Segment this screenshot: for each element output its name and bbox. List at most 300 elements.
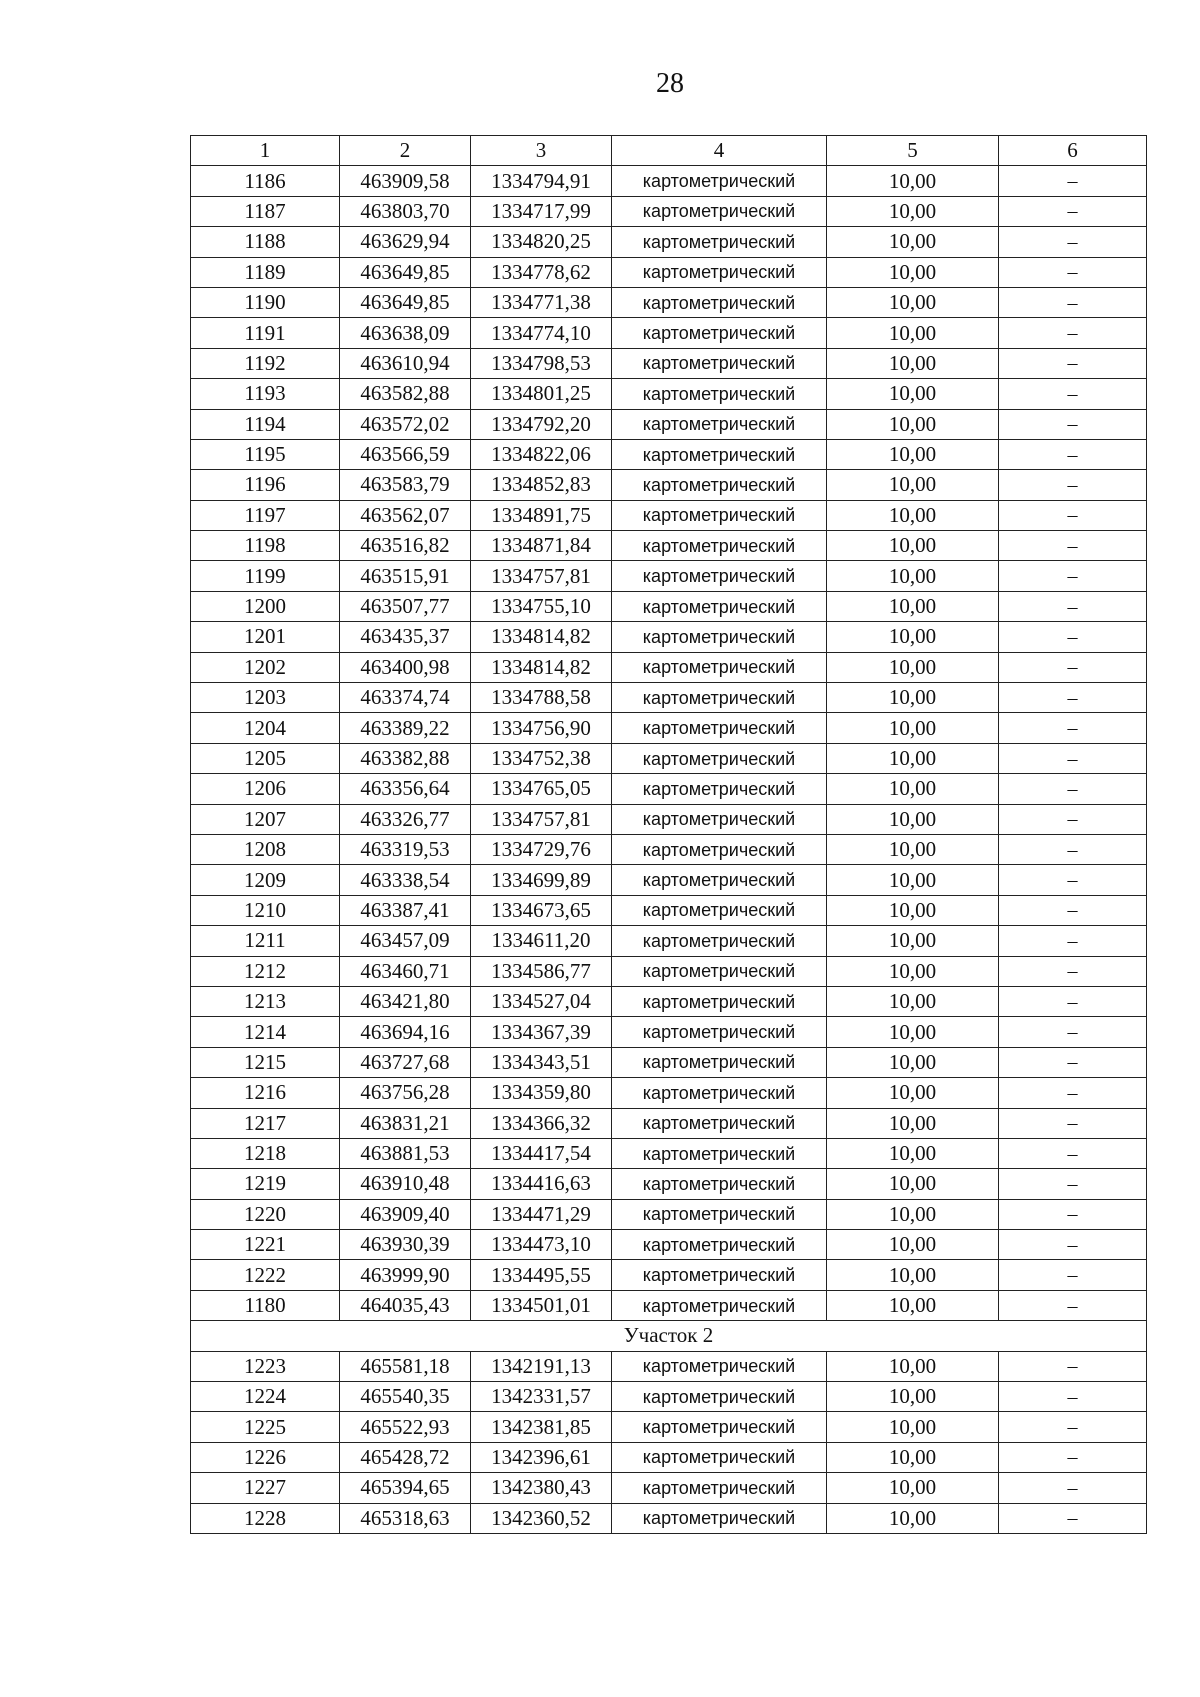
- table-cell: –: [999, 348, 1147, 378]
- table-cell: картометрический: [612, 804, 827, 834]
- table-cell: картометрический: [612, 1047, 827, 1077]
- table-cell: 10,00: [827, 683, 999, 713]
- table-cell: 1334495,55: [471, 1260, 612, 1290]
- table-cell: 1201: [191, 622, 340, 652]
- table-cell: 463999,90: [340, 1260, 471, 1290]
- table-row: [191, 257, 1147, 287]
- table-cell: 463515,91: [340, 561, 471, 591]
- table-cell: картометрический: [612, 1412, 827, 1442]
- table-cell: 1224: [191, 1382, 340, 1412]
- table-cell: 1217: [191, 1108, 340, 1138]
- table-cell: 463400,98: [340, 652, 471, 682]
- table-cell: 1334757,81: [471, 561, 612, 591]
- table-cell: картометрический: [612, 166, 827, 196]
- table-cell: 465394,65: [340, 1473, 471, 1503]
- table-cell: 10,00: [827, 743, 999, 773]
- table-cell: 1215: [191, 1047, 340, 1077]
- table-row: [191, 1442, 1147, 1472]
- table-cell: –: [999, 257, 1147, 287]
- table-cell: 463572,02: [340, 409, 471, 439]
- table-cell: картометрический: [612, 561, 827, 591]
- table-cell: картометрический: [612, 1108, 827, 1138]
- table-cell: 1334814,82: [471, 652, 612, 682]
- table-cell: 1212: [191, 956, 340, 986]
- table-cell: 463909,58: [340, 166, 471, 196]
- table-cell: 10,00: [827, 531, 999, 561]
- table-cell: 10,00: [827, 591, 999, 621]
- table-cell: 1226: [191, 1442, 340, 1472]
- table-cell: 1334891,75: [471, 500, 612, 530]
- table-cell: картометрический: [612, 1199, 827, 1229]
- table-cell: 10,00: [827, 956, 999, 986]
- table-cell: картометрический: [612, 500, 827, 530]
- table-cell: 465428,72: [340, 1442, 471, 1472]
- table-cell: 463649,85: [340, 287, 471, 317]
- table-cell: картометрический: [612, 1230, 827, 1260]
- table-cell: 1342380,43: [471, 1473, 612, 1503]
- table-cell: картометрический: [612, 379, 827, 409]
- table-cell: –: [999, 622, 1147, 652]
- table-cell: 1334473,10: [471, 1230, 612, 1260]
- table-cell: 1211: [191, 926, 340, 956]
- table-cell: 1197: [191, 500, 340, 530]
- table-cell: 1342191,13: [471, 1351, 612, 1381]
- table-cell: –: [999, 1412, 1147, 1442]
- table-cell: –: [999, 166, 1147, 196]
- table-cell: картометрический: [612, 196, 827, 226]
- section-2-header: [191, 1321, 1147, 1351]
- table-cell: картометрический: [612, 1442, 827, 1472]
- table-cell: 10,00: [827, 622, 999, 652]
- table-cell: 1189: [191, 257, 340, 287]
- table-cell: 1334527,04: [471, 986, 612, 1016]
- table-row: [191, 743, 1147, 773]
- table-row: [191, 926, 1147, 956]
- table-cell: картометрический: [612, 1017, 827, 1047]
- table-cell: картометрический: [612, 591, 827, 621]
- table-cell: –: [999, 561, 1147, 591]
- table-cell: 1194: [191, 409, 340, 439]
- table-cell: 1193: [191, 379, 340, 409]
- table-cell: –: [999, 1199, 1147, 1229]
- table-cell: –: [999, 1138, 1147, 1168]
- table-cell: 1223: [191, 1351, 340, 1381]
- table-cell: 1222: [191, 1260, 340, 1290]
- table-cell: 10,00: [827, 470, 999, 500]
- table-row: [191, 470, 1147, 500]
- table-cell: 463629,94: [340, 227, 471, 257]
- table-cell: 1199: [191, 561, 340, 591]
- table-cell: картометрический: [612, 1260, 827, 1290]
- table-cell: –: [999, 470, 1147, 500]
- table-cell: 1196: [191, 470, 340, 500]
- table-cell: 1334717,99: [471, 196, 612, 226]
- table-cell: 1342381,85: [471, 1412, 612, 1442]
- table-cell: 463881,53: [340, 1138, 471, 1168]
- table-row: [191, 166, 1147, 196]
- table-cell: 463583,79: [340, 470, 471, 500]
- table-cell: картометрический: [612, 1169, 827, 1199]
- table-cell: –: [999, 1230, 1147, 1260]
- table-cell: –: [999, 834, 1147, 864]
- table-cell: 465318,63: [340, 1503, 471, 1533]
- table-cell: 1334755,10: [471, 591, 612, 621]
- table-cell: картометрический: [612, 743, 827, 773]
- table-cell: 1221: [191, 1230, 340, 1260]
- table-cell: 1218: [191, 1138, 340, 1168]
- table-cell: –: [999, 1473, 1147, 1503]
- table-cell: картометрический: [612, 956, 827, 986]
- table-cell: 10,00: [827, 774, 999, 804]
- section-1-body: [191, 166, 1147, 1321]
- section-title-row: [191, 1321, 1147, 1351]
- table-cell: картометрический: [612, 409, 827, 439]
- table-cell: 1206: [191, 774, 340, 804]
- table-cell: 1334757,81: [471, 804, 612, 834]
- table-cell: –: [999, 683, 1147, 713]
- table-cell: 1208: [191, 834, 340, 864]
- table-cell: 10,00: [827, 409, 999, 439]
- table-cell: 1334788,58: [471, 683, 612, 713]
- table-cell: картометрический: [612, 1138, 827, 1168]
- table-cell: 463421,80: [340, 986, 471, 1016]
- table-cell: 10,00: [827, 1199, 999, 1229]
- table-cell: 1334586,77: [471, 956, 612, 986]
- table-cell: –: [999, 1442, 1147, 1472]
- table-cell: 463909,40: [340, 1199, 471, 1229]
- table-cell: 1227: [191, 1473, 340, 1503]
- table-cell: –: [999, 1017, 1147, 1047]
- table-cell: 10,00: [827, 1078, 999, 1108]
- table-cell: 10,00: [827, 1138, 999, 1168]
- table-row: [191, 683, 1147, 713]
- table-cell: 463610,94: [340, 348, 471, 378]
- table-row: [191, 1230, 1147, 1260]
- table-cell: –: [999, 1382, 1147, 1412]
- table-row: [191, 287, 1147, 317]
- table-row: [191, 895, 1147, 925]
- table-cell: 10,00: [827, 1290, 999, 1320]
- table-row: [191, 1199, 1147, 1229]
- table-cell: 1334343,51: [471, 1047, 612, 1077]
- table-cell: 464035,43: [340, 1290, 471, 1320]
- table-cell: 463930,39: [340, 1230, 471, 1260]
- table-row: [191, 1290, 1147, 1320]
- table-cell: 1334778,62: [471, 257, 612, 287]
- table-cell: 1334752,38: [471, 743, 612, 773]
- table-cell: картометрический: [612, 834, 827, 864]
- table-cell: 1198: [191, 531, 340, 561]
- table-cell: 1334792,20: [471, 409, 612, 439]
- table-cell: –: [999, 1047, 1147, 1077]
- table-cell: 10,00: [827, 227, 999, 257]
- table-cell: 10,00: [827, 379, 999, 409]
- table-cell: картометрический: [612, 348, 827, 378]
- table-row: [191, 622, 1147, 652]
- table-cell: 1334852,83: [471, 470, 612, 500]
- header-cell: 5: [827, 136, 999, 166]
- table-cell: картометрический: [612, 227, 827, 257]
- table-cell: 1202: [191, 652, 340, 682]
- table-cell: –: [999, 1260, 1147, 1290]
- table-cell: 463649,85: [340, 257, 471, 287]
- table-cell: картометрический: [612, 986, 827, 1016]
- table-cell: 10,00: [827, 865, 999, 895]
- table-cell: –: [999, 652, 1147, 682]
- table-cell: 1192: [191, 348, 340, 378]
- table-cell: 1219: [191, 1169, 340, 1199]
- table-cell: 1207: [191, 804, 340, 834]
- table-cell: 463910,48: [340, 1169, 471, 1199]
- table-cell: 1334699,89: [471, 865, 612, 895]
- table-row: [191, 439, 1147, 469]
- table-cell: 465581,18: [340, 1351, 471, 1381]
- table-cell: 1334801,25: [471, 379, 612, 409]
- table-cell: 1205: [191, 743, 340, 773]
- table-cell: 463338,54: [340, 865, 471, 895]
- table-cell: –: [999, 774, 1147, 804]
- table-row: [191, 1473, 1147, 1503]
- table-cell: картометрический: [612, 257, 827, 287]
- table-cell: 465540,35: [340, 1382, 471, 1412]
- table-cell: 1334416,63: [471, 1169, 612, 1199]
- table-row: [191, 1382, 1147, 1412]
- table-cell: –: [999, 196, 1147, 226]
- table-cell: 1188: [191, 227, 340, 257]
- table-cell: 1334822,06: [471, 439, 612, 469]
- table-cell: 1187: [191, 196, 340, 226]
- coordinates-table: [190, 135, 1147, 1534]
- table-row: [191, 409, 1147, 439]
- table-cell: 463507,77: [340, 591, 471, 621]
- table-cell: 463382,88: [340, 743, 471, 773]
- table-cell: 463516,82: [340, 531, 471, 561]
- table-row: [191, 834, 1147, 864]
- table-cell: –: [999, 1351, 1147, 1381]
- table-cell: 1209: [191, 865, 340, 895]
- table-cell: картометрический: [612, 895, 827, 925]
- table-cell: 1191: [191, 318, 340, 348]
- table-cell: картометрический: [612, 1078, 827, 1108]
- table-cell: 463356,64: [340, 774, 471, 804]
- table-cell: –: [999, 986, 1147, 1016]
- table-cell: картометрический: [612, 683, 827, 713]
- table-cell: –: [999, 318, 1147, 348]
- header-row: [191, 136, 1147, 166]
- table-cell: картометрический: [612, 470, 827, 500]
- table-cell: 1334366,32: [471, 1108, 612, 1138]
- table-row: [191, 1503, 1147, 1533]
- table-cell: картометрический: [612, 652, 827, 682]
- table-row: [191, 1047, 1147, 1077]
- table-cell: картометрический: [612, 1473, 827, 1503]
- table-cell: 463727,68: [340, 1047, 471, 1077]
- table-cell: 463457,09: [340, 926, 471, 956]
- table-row: [191, 531, 1147, 561]
- table-cell: 463638,09: [340, 318, 471, 348]
- table-cell: 1334765,05: [471, 774, 612, 804]
- table-cell: 1342396,61: [471, 1442, 612, 1472]
- table-cell: 10,00: [827, 1412, 999, 1442]
- table-cell: картометрический: [612, 713, 827, 743]
- table-cell: 10,00: [827, 500, 999, 530]
- table-cell: картометрический: [612, 1290, 827, 1320]
- table-row: [191, 986, 1147, 1016]
- table-cell: 463582,88: [340, 379, 471, 409]
- table-cell: 463562,07: [340, 500, 471, 530]
- table-cell: 1180: [191, 1290, 340, 1320]
- table-cell: 463319,53: [340, 834, 471, 864]
- table-row: [191, 1169, 1147, 1199]
- table-cell: 463460,71: [340, 956, 471, 986]
- table-cell: 1334367,39: [471, 1017, 612, 1047]
- table-row: [191, 652, 1147, 682]
- table-cell: 463803,70: [340, 196, 471, 226]
- table-cell: 463831,21: [340, 1108, 471, 1138]
- table-cell: –: [999, 409, 1147, 439]
- table-row: [191, 318, 1147, 348]
- table-cell: 1334871,84: [471, 531, 612, 561]
- table-cell: 1334820,25: [471, 227, 612, 257]
- header-cell: 3: [471, 136, 612, 166]
- table-cell: 1216: [191, 1078, 340, 1108]
- table-cell: 10,00: [827, 1017, 999, 1047]
- table-cell: –: [999, 379, 1147, 409]
- table-cell: –: [999, 1078, 1147, 1108]
- table-cell: 1334774,10: [471, 318, 612, 348]
- table-cell: –: [999, 895, 1147, 925]
- header-cell: 2: [340, 136, 471, 166]
- table-cell: картометрический: [612, 926, 827, 956]
- table-cell: 1214: [191, 1017, 340, 1047]
- table-row: [191, 561, 1147, 591]
- table-cell: 1334673,65: [471, 895, 612, 925]
- table-cell: картометрический: [612, 1351, 827, 1381]
- table-cell: 1210: [191, 895, 340, 925]
- header-cell: 6: [999, 136, 1147, 166]
- table-cell: –: [999, 804, 1147, 834]
- table-cell: 1213: [191, 986, 340, 1016]
- table-cell: 10,00: [827, 713, 999, 743]
- page-number: 28: [656, 68, 684, 99]
- table-cell: 1334359,80: [471, 1078, 612, 1108]
- table-cell: картометрический: [612, 531, 827, 561]
- table-cell: 1195: [191, 439, 340, 469]
- table-cell: 10,00: [827, 1169, 999, 1199]
- table-cell: 463566,59: [340, 439, 471, 469]
- table-cell: 1334798,53: [471, 348, 612, 378]
- table-cell: 10,00: [827, 1473, 999, 1503]
- table-cell: 1334794,91: [471, 166, 612, 196]
- table-cell: 10,00: [827, 287, 999, 317]
- table-cell: картометрический: [612, 439, 827, 469]
- table-row: [191, 1017, 1147, 1047]
- table-row: [191, 1138, 1147, 1168]
- table-cell: –: [999, 1108, 1147, 1138]
- table-row: [191, 956, 1147, 986]
- table-cell: 10,00: [827, 1230, 999, 1260]
- table-row: [191, 227, 1147, 257]
- table-cell: –: [999, 1503, 1147, 1533]
- table-row: [191, 591, 1147, 621]
- table-cell: 10,00: [827, 834, 999, 864]
- header-cell: 1: [191, 136, 340, 166]
- table-cell: 1334471,29: [471, 1199, 612, 1229]
- table-cell: –: [999, 227, 1147, 257]
- table-cell: 1204: [191, 713, 340, 743]
- table-row: [191, 500, 1147, 530]
- table-cell: 10,00: [827, 1047, 999, 1077]
- table-cell: картометрический: [612, 1503, 827, 1533]
- table-cell: 1334729,76: [471, 834, 612, 864]
- table-cell: –: [999, 287, 1147, 317]
- table-cell: 10,00: [827, 1108, 999, 1138]
- table-cell: 465522,93: [340, 1412, 471, 1442]
- table-cell: 10,00: [827, 986, 999, 1016]
- table-cell: –: [999, 591, 1147, 621]
- table-cell: 1334756,90: [471, 713, 612, 743]
- table-cell: 463326,77: [340, 804, 471, 834]
- table-row: [191, 379, 1147, 409]
- table-row: [191, 1260, 1147, 1290]
- table-cell: 1342360,52: [471, 1503, 612, 1533]
- table-cell: 10,00: [827, 439, 999, 469]
- table-cell: 10,00: [827, 652, 999, 682]
- table-cell: 1342331,57: [471, 1382, 612, 1412]
- table-cell: 1200: [191, 591, 340, 621]
- table-row: [191, 1412, 1147, 1442]
- table-row: [191, 804, 1147, 834]
- table-cell: 463374,74: [340, 683, 471, 713]
- table-cell: 463389,22: [340, 713, 471, 743]
- table-cell: 463435,37: [340, 622, 471, 652]
- table-cell: 463694,16: [340, 1017, 471, 1047]
- table-cell: 10,00: [827, 561, 999, 591]
- table-cell: –: [999, 439, 1147, 469]
- table-cell: картометрический: [612, 287, 827, 317]
- table-cell: 1334771,38: [471, 287, 612, 317]
- table-cell: –: [999, 743, 1147, 773]
- table-cell: 10,00: [827, 318, 999, 348]
- table-row: [191, 196, 1147, 226]
- table-cell: 463756,28: [340, 1078, 471, 1108]
- table-cell: 10,00: [827, 1351, 999, 1381]
- table-row: [191, 774, 1147, 804]
- header-cell: 4: [612, 136, 827, 166]
- table-cell: 1186: [191, 166, 340, 196]
- table-cell: 10,00: [827, 1260, 999, 1290]
- table-row: [191, 1078, 1147, 1108]
- table-cell: 10,00: [827, 196, 999, 226]
- table-cell: 1334611,20: [471, 926, 612, 956]
- section-title: Участок 2: [191, 1321, 1147, 1351]
- table-cell: 10,00: [827, 1503, 999, 1533]
- table-cell: 10,00: [827, 348, 999, 378]
- table-cell: 10,00: [827, 166, 999, 196]
- table-cell: 1203: [191, 683, 340, 713]
- table-cell: 1334417,54: [471, 1138, 612, 1168]
- table-cell: –: [999, 531, 1147, 561]
- table-cell: –: [999, 926, 1147, 956]
- table-row: [191, 1108, 1147, 1138]
- table-cell: 10,00: [827, 895, 999, 925]
- table-cell: 10,00: [827, 926, 999, 956]
- table-cell: картометрический: [612, 622, 827, 652]
- section-2-body: [191, 1351, 1147, 1533]
- table-cell: 10,00: [827, 1382, 999, 1412]
- table-cell: 10,00: [827, 804, 999, 834]
- table-row: [191, 1351, 1147, 1381]
